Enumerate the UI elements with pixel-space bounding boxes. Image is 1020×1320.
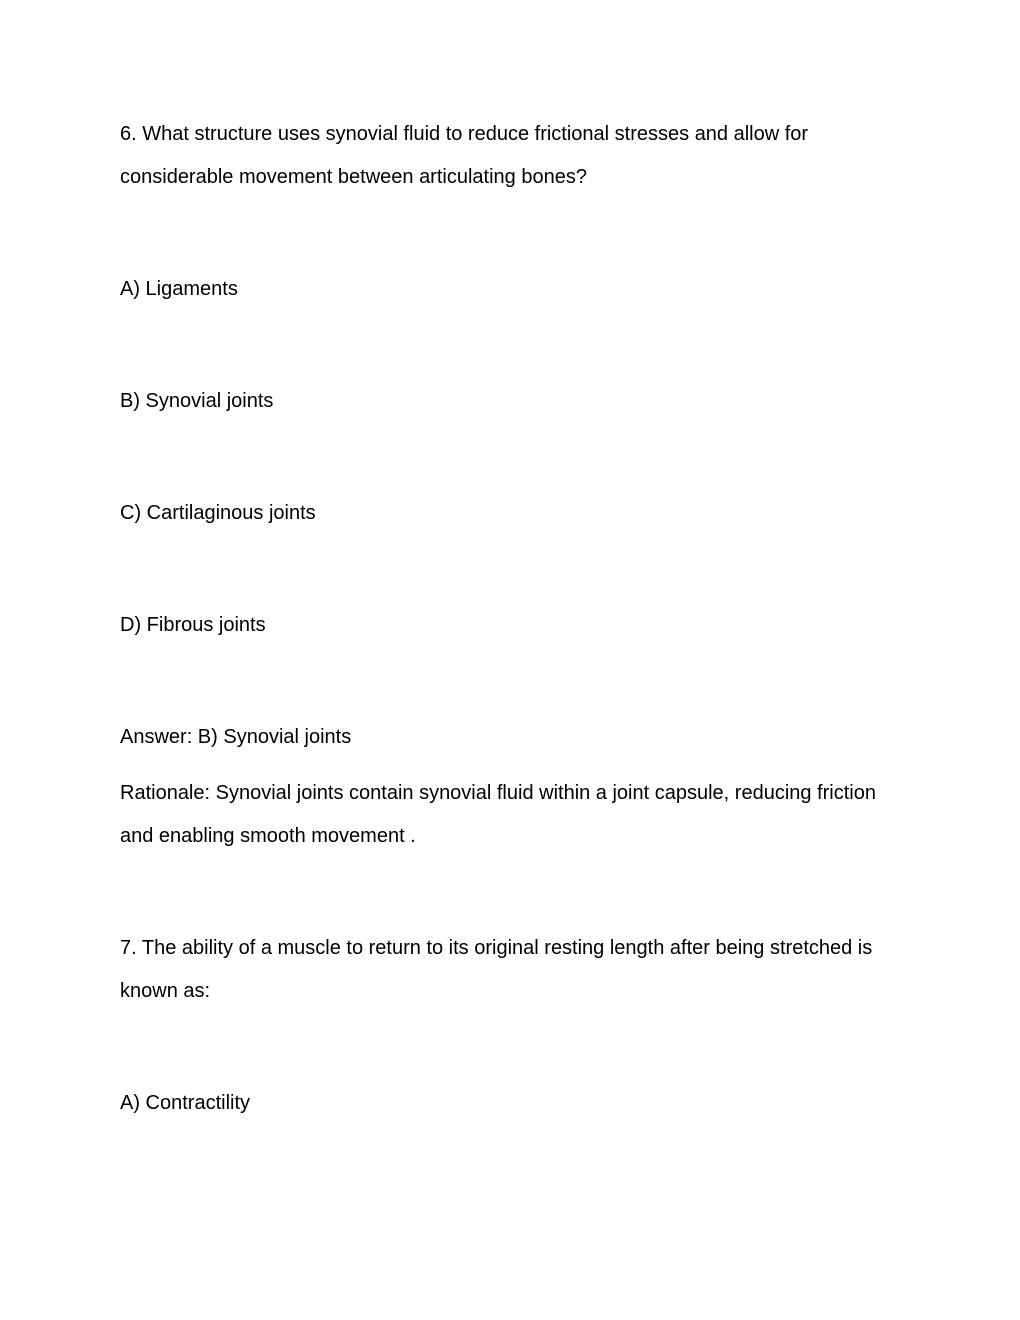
- question-6-option-c: C) Cartilaginous joints: [120, 502, 316, 524]
- question-7-option-a: A) Contractility: [120, 1092, 251, 1114]
- question-7-text: 7. The ability of a muscle to return to its original resting length after being stretched is known as:: [120, 937, 873, 1002]
- question-6-rationale: Rationale: Synovial joints contain synovial fluid within a joint capsule, reducing friction and enabling smooth movement .: [120, 782, 876, 847]
- question-6-text: 6. What structure uses synovial fluid to reduce frictional stresses and allow for considerable movement between articulating bones?: [120, 123, 809, 188]
- question-6-option-d: D) Fibrous joints: [120, 614, 266, 636]
- question-6-answer: Answer: B) Synovial joints: [120, 726, 352, 748]
- question-6-option-a: A) Ligaments: [120, 278, 238, 300]
- question-6-option-b: B) Synovial joints: [120, 390, 274, 412]
